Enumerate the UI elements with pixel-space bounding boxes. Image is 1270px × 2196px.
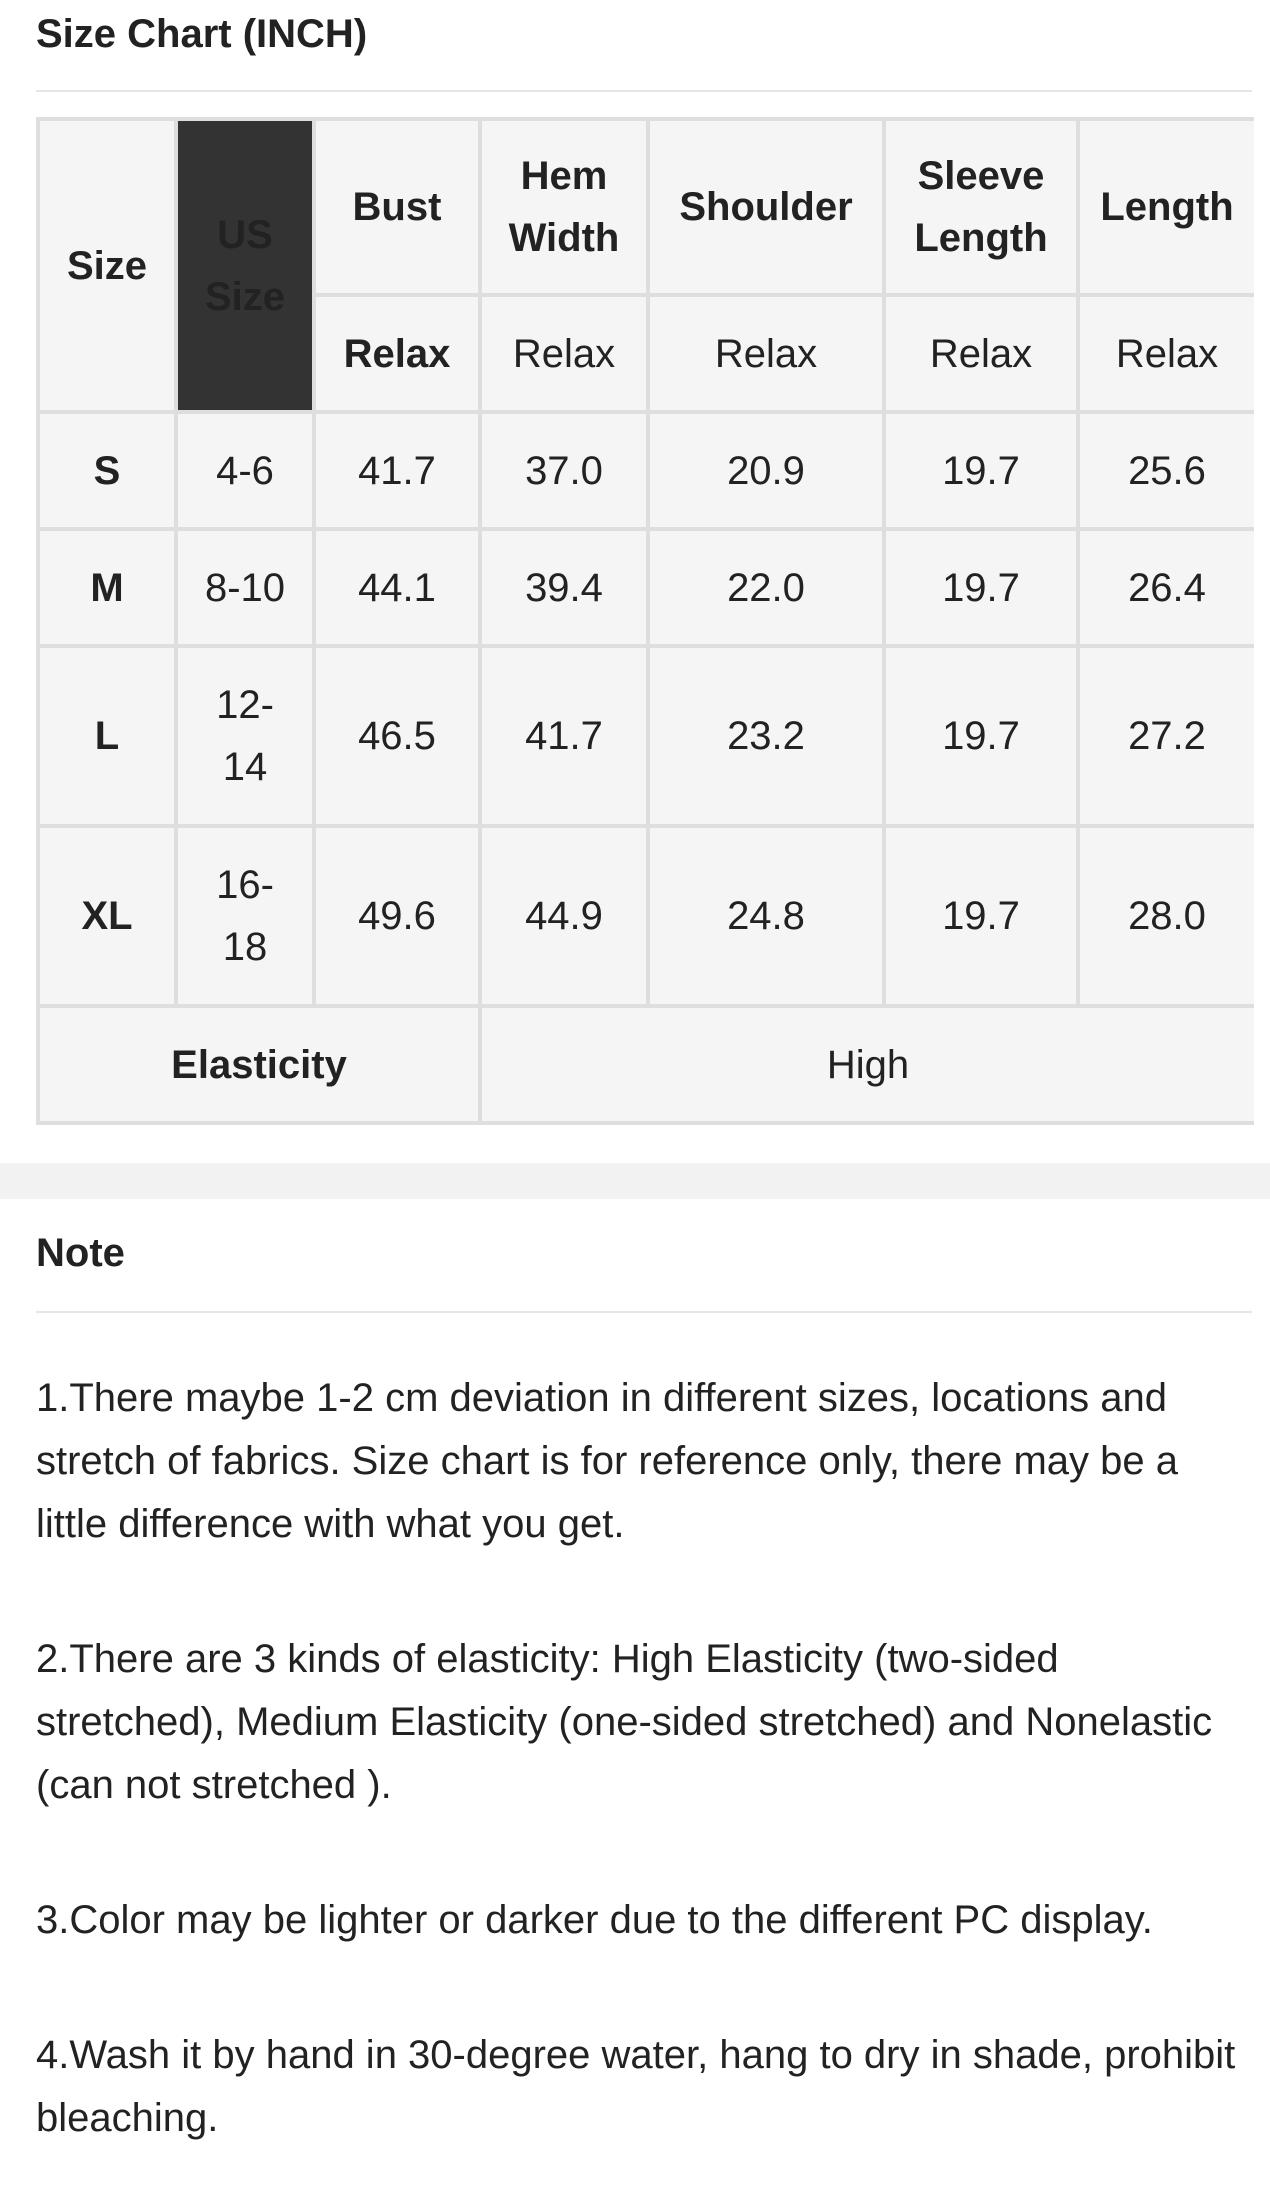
cell-sleeve-length: 19.7 (884, 646, 1078, 826)
cell-us-size: 16-18 (176, 826, 314, 1006)
header-length: Length (1078, 119, 1254, 295)
cell-bust: 41.7 (314, 412, 480, 529)
header-us-size: US Size (176, 119, 314, 412)
cell-shoulder: 24.8 (648, 826, 884, 1006)
cell-shoulder: 20.9 (648, 412, 884, 529)
header-shoulder: Shoulder (648, 119, 884, 295)
note-section (0, 1199, 1270, 2150)
cell-length: 28.0 (1078, 826, 1254, 1006)
header-size: Size (38, 119, 176, 412)
header-sleeve-length: Sleeve Length (884, 119, 1078, 295)
cell-us-size: 12-14 (176, 646, 314, 826)
table-header-row (38, 119, 1254, 295)
elasticity-row (38, 1006, 1254, 1123)
cell-shoulder: 23.2 (648, 646, 884, 826)
size-table (36, 117, 1254, 1125)
subheader-length: Relax (1078, 295, 1254, 412)
cell-shoulder: 22.0 (648, 529, 884, 646)
cell-bust: 44.1 (314, 529, 480, 646)
size-chart-title: Size Chart (INCH) (36, 0, 1252, 92)
cell-length: 26.4 (1078, 529, 1254, 646)
table-row (38, 826, 1254, 1006)
section-divider (0, 1163, 1270, 1199)
note-item: 4.Wash it by hand in 30-degree water, hang to dry in shade, prohibit bleaching. (36, 2033, 1236, 2140)
cell-sleeve-length: 19.7 (884, 826, 1078, 1006)
cell-sleeve-length: 19.7 (884, 529, 1078, 646)
cell-bust: 49.6 (314, 826, 480, 1006)
cell-hem-width: 39.4 (480, 529, 648, 646)
cell-size: XL (38, 826, 176, 1006)
cell-us-size: 8-10 (176, 529, 314, 646)
cell-bust: 46.5 (314, 646, 480, 826)
table-row (38, 412, 1254, 529)
note-list (36, 1367, 1252, 2150)
elasticity-label: Elasticity (38, 1006, 480, 1123)
elasticity-value: High (480, 1006, 1254, 1123)
cell-hem-width: 37.0 (480, 412, 648, 529)
subheader-bust: Relax (314, 295, 480, 412)
cell-length: 27.2 (1078, 646, 1254, 826)
cell-length: 25.6 (1078, 412, 1254, 529)
subheader-shoulder: Relax (648, 295, 884, 412)
subheader-hem-width: Relax (480, 295, 648, 412)
cell-hem-width: 44.9 (480, 826, 648, 1006)
cell-hem-width: 41.7 (480, 646, 648, 826)
cell-size: S (38, 412, 176, 529)
cell-size: M (38, 529, 176, 646)
cell-us-size: 4-6 (176, 412, 314, 529)
subheader-sleeve-length: Relax (884, 295, 1078, 412)
note-item: 3.Color may be lighter or darker due to the different PC display. (36, 1898, 1153, 1942)
note-title: Note (36, 1199, 1252, 1313)
cell-sleeve-length: 19.7 (884, 412, 1078, 529)
note-item: 2.There are 3 kinds of elasticity: High Elasticity (two-sided stretched), Medium Elasticity (one-sided stretched) and Nonelastic (can not stretched ). (36, 1637, 1213, 1807)
header-bust: Bust (314, 119, 480, 295)
table-row (38, 529, 1254, 646)
table-row (38, 646, 1254, 826)
cell-size: L (38, 646, 176, 826)
header-hem-width: Hem Width (480, 119, 648, 295)
size-table-wrapper[interactable] (36, 117, 1254, 1125)
note-item: 1.There maybe 1-2 cm deviation in different sizes, locations and stretch of fabrics. Size chart is for reference only, there may be a little difference with what you get. (36, 1376, 1178, 1546)
